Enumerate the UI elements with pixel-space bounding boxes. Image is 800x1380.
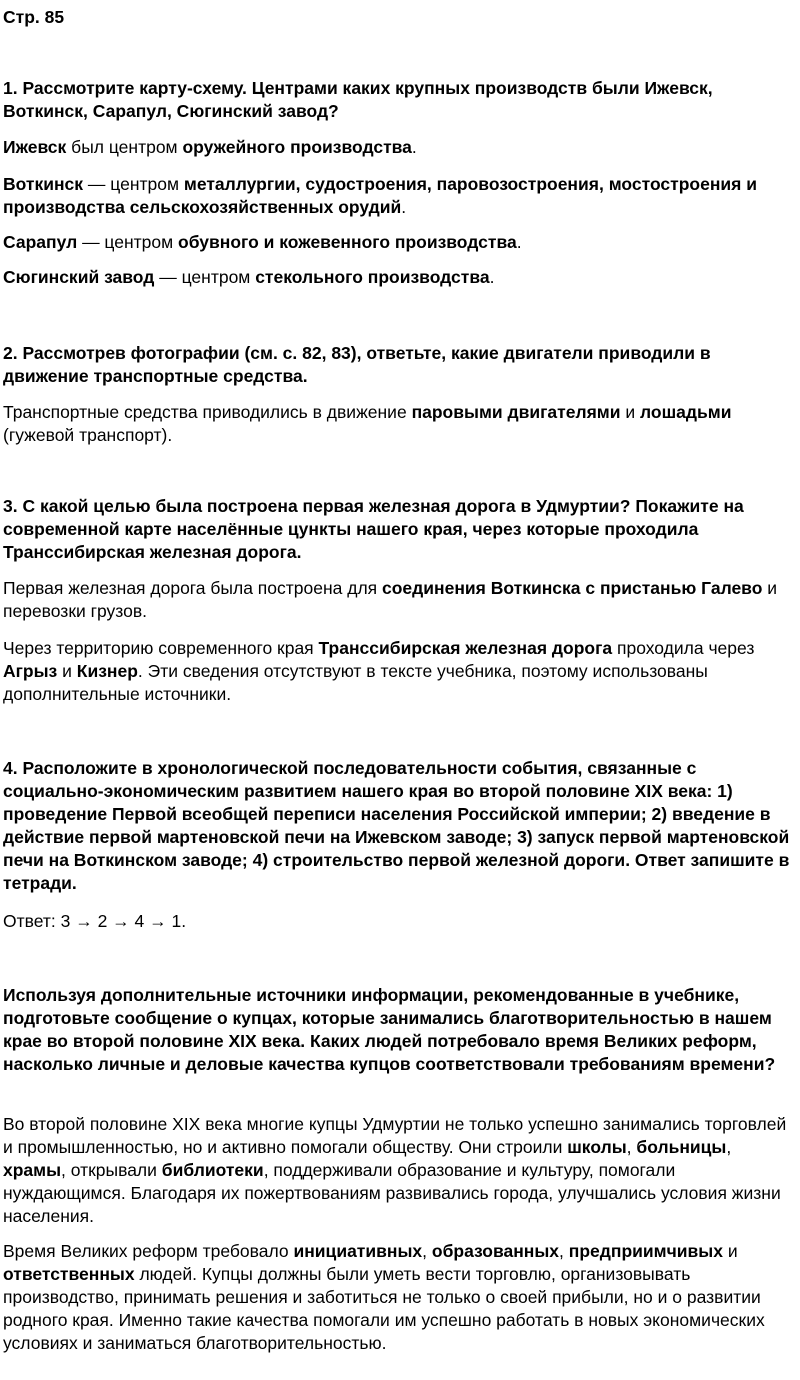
answer-text: и bbox=[57, 661, 77, 681]
answer-text: и bbox=[722, 1241, 738, 1261]
answer-emphasis: больницы bbox=[636, 1137, 727, 1157]
answer-emphasis: ответственных bbox=[3, 1264, 135, 1284]
answer-text: . bbox=[411, 137, 417, 157]
task1-answer-syuginsky bbox=[3, 266, 797, 289]
answer-text: Транспортные средства приводились в движение bbox=[3, 402, 412, 422]
production-name: металлургии, судостроения, паровозостроения, мостостроения и производства сельскохозяйственных орудий bbox=[3, 174, 757, 217]
answer-text: . bbox=[401, 197, 407, 217]
answer-text: , bbox=[626, 1137, 637, 1157]
task3-answer-1 bbox=[3, 577, 797, 623]
answer-text: . bbox=[489, 267, 495, 287]
task1-answer-izhevsk bbox=[3, 136, 797, 159]
answer-text: . Эти сведения отсутствуют в тексте учебника, поэтому использованы дополнительные источники. bbox=[3, 661, 708, 704]
answer-emphasis: лошадьми bbox=[640, 402, 732, 422]
production-name: оружейного производства bbox=[182, 137, 412, 157]
answer-text: — центром bbox=[154, 267, 256, 287]
answer-text: и bbox=[620, 402, 640, 422]
answer-text: , bbox=[559, 1241, 569, 1261]
page-number: Стр. 85 bbox=[3, 7, 65, 27]
task3-question: 3. С какой целью была построена первая железная дорога в Удмуртии? Покажите на современной карте населённые цункты нашего края, через которые проходила Транссибирская железная дорога. bbox=[3, 496, 744, 562]
answer-text: людей. Купцы должны были уметь вести торговлю, организовывать производство, принимать решения и заботиться не только о своей прибыли, но и о развитии родного края. Именно такие качества помогали им успешно работать в новых экономических условиях и заниматься благотворительностью. bbox=[3, 1264, 765, 1353]
answer-emphasis: храмы bbox=[3, 1160, 62, 1180]
answer-text: Через территорию современного края bbox=[3, 638, 319, 658]
task2-answer bbox=[3, 401, 797, 447]
task1-answer-votkinsk bbox=[3, 173, 797, 219]
answer-text: , поддерживали образование и культуру, помогали нуждающимся. Благодаря их пожертвованиям развивались города, улучшались условия жизни населения. bbox=[3, 1160, 781, 1226]
answer-text: и перевозки грузов. bbox=[3, 578, 778, 621]
task5-answer-2 bbox=[3, 1240, 797, 1355]
answer-text: , открывали bbox=[61, 1160, 162, 1180]
answer-emphasis: образованных bbox=[431, 1241, 560, 1261]
city-name: Сюгинский завод bbox=[3, 267, 155, 287]
city-name: Сарапул bbox=[3, 232, 78, 252]
city-name: Ижевск bbox=[3, 137, 67, 157]
task3-answer-2 bbox=[3, 637, 797, 706]
answer-text: Время Великих реформ требовало bbox=[3, 1241, 294, 1261]
answer-emphasis: Агрыз bbox=[3, 661, 58, 681]
answer-emphasis: паровыми двигателями bbox=[411, 402, 621, 422]
city-name: Воткинск bbox=[3, 174, 84, 194]
task4-answer: Ответ: 3 → 2 → 4 → 1. bbox=[3, 911, 187, 931]
task5-answer-1 bbox=[3, 1113, 797, 1228]
answer-text: , bbox=[422, 1241, 432, 1261]
production-name: стекольного производства bbox=[255, 267, 490, 287]
answer-emphasis: библиотеки bbox=[161, 1160, 264, 1180]
answer-emphasis: школы bbox=[567, 1137, 627, 1157]
answer-text: . bbox=[516, 232, 522, 252]
task2-question: 2. Рассмотрев фотографии (см. с. 82, 83), ответьте, какие двигатели приводили в движение транспортные средства. bbox=[3, 343, 711, 386]
answer-emphasis: инициативных bbox=[293, 1241, 423, 1261]
answer-text: , bbox=[726, 1137, 732, 1157]
production-name: обувного и кожевенного производства bbox=[178, 232, 517, 252]
answer-text: (гужевой транспорт). bbox=[3, 425, 173, 445]
task4-question: 4. Расположите в хронологической последовательности события, связанные с социально-экономическим развитием нашего края во второй половине XIX века: 1) проведение Первой всеобщей переписи населения Российской империи; 2) введение в действие первой мартеновской печи на Ижевском заводе; 3) запуск первой мартеновской печи на Воткинском заводе; 4) строительство первой железной дороги. Ответ запишите в тетради. bbox=[3, 758, 790, 893]
answer-emphasis: соединения Воткинска с пристанью Галево bbox=[382, 578, 763, 598]
task5-question: Используя дополнительные источники информации, рекомендованные в учебнике, подготовьте сообщение о купцах, которые занимались благотворительностью в нашем крае во второй половине XIX века. Каких людей потребовало время Великих реформ, насколько личные и деловые качества купцов соответствовали требованиям времени? bbox=[3, 985, 776, 1074]
task1-question: 1. Рассмотрите карту-схему. Центрами каких крупных производств были Ижевск, Воткинск, Сарапул, Сюгинский завод? bbox=[3, 78, 713, 121]
answer-text: Во второй половине XIX века многие купцы Удмуртии не только успешно занимались торговлей и промышленностью, но и активно помогали обществу. Они строили bbox=[3, 1114, 787, 1157]
answer-text: был центром bbox=[66, 137, 183, 157]
answer-emphasis: Транссибирская железная дорога bbox=[318, 638, 613, 658]
answer-text: — центром bbox=[83, 174, 184, 194]
answer-emphasis: Кизнер bbox=[76, 661, 138, 681]
answer-text: проходила через bbox=[612, 638, 755, 658]
task1-answer-sarapul bbox=[3, 231, 797, 254]
answer-text: — центром bbox=[77, 232, 179, 252]
answer-text: Первая железная дорога была построена для bbox=[3, 578, 382, 598]
answer-emphasis: предприимчивых bbox=[568, 1241, 723, 1261]
